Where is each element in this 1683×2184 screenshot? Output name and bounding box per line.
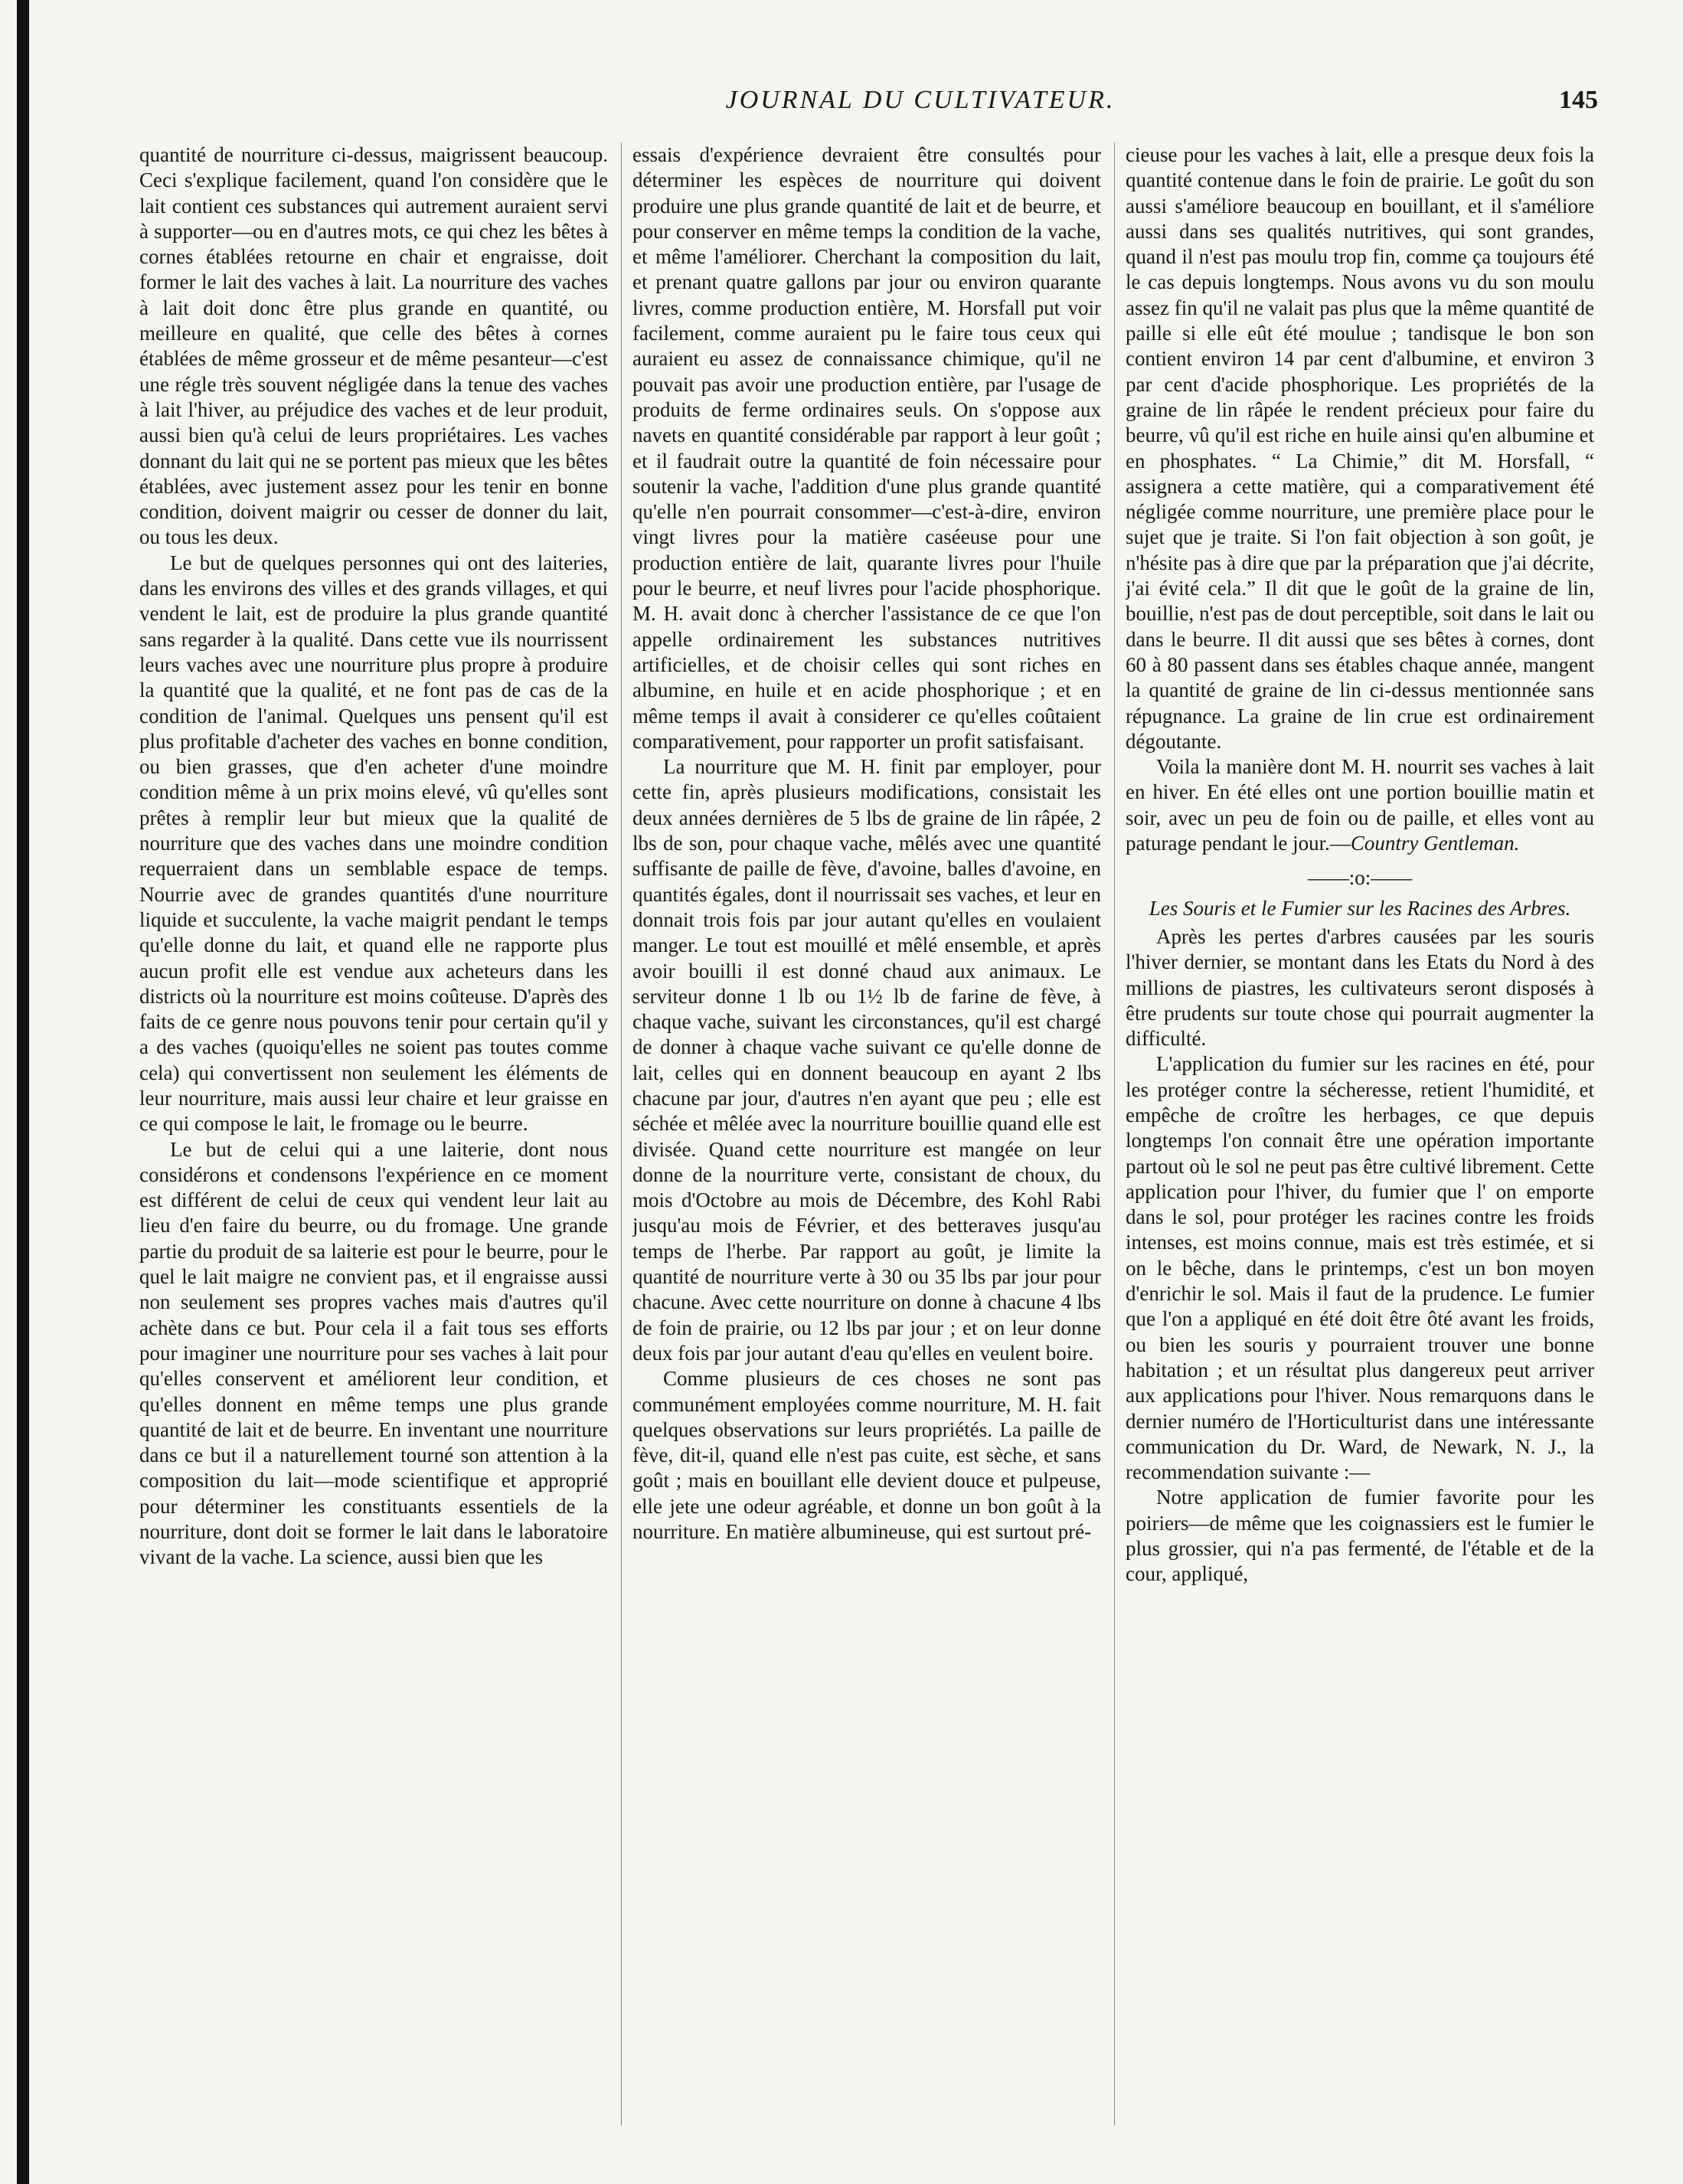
paragraph: Le but de celui qui a une laiterie, dont nous considérons et condensons l'expérience en ce moment est différent de celui de ceux qui vendent leur lait au lieu d'en faire du beurre, ou du fromage. Une grande partie du produit de sa laiterie est pour le beurre, pour le quel le lait maigre ne convient pas, et il engraisse aussi non seulement ses propres vaches mais d'autres qu'il achète dans ce but. Pour cela il a fait tous ses efforts pour imaginer une nourriture pour ses vaches à lait pour qu'elles conservent et améliorent leur condition, et qu'elles donnent en même temps une plus grande quantité de lait et de beurre. En inventant une nourriture dans ce but il a naturellement tourné son attention à la composition du lait—mode scientifique et approprié pour déterminer les constituants essentiels de la nourriture, dont doit se former le lait dans le laboratoire vivant de la vache. La science, aussi bien que les [139, 1137, 608, 1569]
paragraph [1126, 754, 1594, 856]
paragraph: essais d'expérience devraient être consultés pour déterminer les espèces de nourriture qui doivent produire une plus grande quantité de lait et de beurre, et pour conserver en même temps la condition de la vache, et même l'améliorer. Cherchant la composition du lait, et prenant quatre gallons par jour ou environ quarante livres, comme production entière, M. Horsfall put voir facilement, comme auraient pu le faire tous ceux qui auraient eu assez de connaissance chimique, qu'il ne pouvait pas avoir une production entière, par l'usage de produits de ferme ordinaires seuls. On s'oppose aux navets en quantité considérable par rapport à leur goût ; et il faudrait outre la quantité de foin nécessaire pour soutenir la vache, l'addition d'une plus grande quantité qu'elle n'en pourrait consommer—c'est-à-dire, environ vingt livres pour la matière caséeuse pour une production entière de lait, quarante livres pour l'huile pour le beurre, et neuf livres pour l'acide phosphorique. M. H. avait donc à chercher l'assistance de ce que l'on appelle ordinairement les substances nutritives artificielles, et de choisir celles qui sont riches en albumine, en huile et en acide phosphorique ; et en même temps il avait à considerer ce qu'elles coûtaient comparativement, pour rapporter un profit satisfaisant. [632, 143, 1101, 753]
paragraph: Notre application de fumier favorite pour les poiriers—de même que les coignassiers est le fumier le plus grossier, qui n'a pas fermenté, de l'étable et de la cour, appliqué, [1126, 1486, 1594, 1586]
article-heading: Les Souris et le Fumier sur les Racines des Arbres. [1149, 896, 1571, 920]
column-divider [1114, 142, 1115, 2126]
paragraph: L'application du fumier sur les racines en été, pour les protéger contre la sécheresse, retient l'humidité, et empêche de croître les herbages, ce que depuis longtemps l'on connait être une opération importante partout où le sol ne peut pas être cultivé librement. Cette application pour l'hiver, du fumier que l' on emporte dans le sol, pour protéger les racines contre les froids intenses, est moins connue, mais est très estimée, et si on le bêche, dans le printemps, c'est un bon moyen d'enrichir le sol. Mais il faut de la prudence. Le fumier que l'on a appliqué en été doit être ôté avant les froids, ou bien les souris y pourraient trouver une bonne habitation ; et un résultat plus dangereux peut arriver aux applications pour l'hiver. Nous remarquons dans le dernier numéro de l'Horticulturist dans une intéressante communication du Dr. Ward, de Newark, N. J., la recommendation suivante :— [1126, 1052, 1594, 1484]
paragraph: Le but de quelques personnes qui ont des laiteries, dans les environs des villes et des grands villages, et qui vendent le lait, est de produire la plus grande quantité sans regarder à la qualité. Dans cette vue ils nourrissent leurs vaches avec une nourriture plus propre à produire la quantité que la qualité, et ne font pas de cas de la condition de l'animal. Quelques uns pensent qu'il est plus profitable d'acheter des vaches en bonne condition, ou bien grasses, que d'en acheter d'une moindre condition même à un prix moins elevé, vû qu'elles sont prêtes à remplir leur but mieux que la qualité de nourriture que des vaches dans une moindre condition requerraient dans un semblable espace de temps. Nourrie avec de grandes quantités d'une nourriture liquide et succulente, la vache maigrit pendant le temps qu'elle donne du lait, et quand elle ne rapporte plus aucun profit elle est vendue aux acheteurs dans les districts où la nourriture est moins coûteuse. D'après des faits de ce genre nous pouvons tenir pour certain qu'il y a des vaches (quoiqu'elles ne soient pas toutes comme cela) qui convertissent non seulement les éléments de leur nourriture, mais aussi leur chaire et leur graisse en ce qui compose le lait, le fromage ou le beurre. [139, 551, 608, 1136]
text-column-2 [632, 142, 1101, 2126]
running-title: JOURNAL DU CULTIVATEUR. [725, 86, 1116, 114]
paragraph-text: Voila la manière dont M. H. nourrit ses vaches à lait en hiver. En été elles ont une portion bouillie matin et soir, avec un peu de foin ou de paille, et elles vont au paturage pendant le jour.— [1126, 755, 1594, 855]
source-credit: Country Gentleman. [1350, 832, 1520, 855]
paragraph: quantité de nourriture ci-dessus, maigrissent beaucoup. Ceci s'explique facilement, quand l'on considère que le lait contient ces substances qui autrement auraient servi à supporter—ou en d'autres mots, ce qui chez les bêtes à cornes établées retourne en chair et engraisse, doit former le lait des vaches à lait. La nourriture des vaches à lait doit donc être plus grande en quantité, ou meilleure en qualité, que celle des bêtes à cornes établées de même grosseur et de même pesanteur—c'est une régle très souvent négligée dans la tenue des vaches à lait l'hiver, au préjudice des vaches et de leur produit, aussi bien qu'à celui de leurs propriétaires. Les vaches donnant du lait qui ne se portent pas mieux que les bêtes établées, avec justement assez pour les tenir en bonne condition, doivent maigrir ou cesser de donner du lait, ou tous les deux. [139, 143, 608, 549]
page-number: 145 [1559, 86, 1598, 114]
paragraph: Comme plusieurs de ces choses ne sont pas communément employées comme nourriture, M. H. fait quelques observations sur leurs propriétés. La paille de fève, dit-il, quand elle n'est pas cuite, est sèche, et sans goût ; mais en bouillant elle devient douce et pulpeuse, elle jete une odeur agréable, et donne un bon goût à la nourriture. En matière albumineuse, qui est surtout pré- [632, 1367, 1101, 1544]
paragraph: Après les pertes d'arbres causées par les souris l'hiver dernier, se montant dans les Etats du Nord à des millions de piastres, les cultivateurs seront disposés à être prudents sur toute chose qui pourrait augmenter la difficulté. [1126, 924, 1594, 1051]
column-divider [621, 142, 622, 2126]
text-column-1 [139, 142, 608, 2126]
running-head [139, 86, 1598, 124]
paragraph: La nourriture que M. H. finit par employer, pour cette fin, après plusieurs modifications, consistait les deux années dernières de 5 lbs de graine de lin râpée, 2 lbs de son, pour chaque vache, mêlés avec une quantité suffisante de paille de fève, d'avoine, balles d'avoine, en quantités égales, dont il nourrissait ses vaches, et leur en donnait trois fois par jour autant qu'elles en voulaient manger. Le tout est mouillé et mêlé ensemble, et après avoir bouilli il est donné chaud aux animaux. Le serviteur donne 1 lb ou 1½ lb de farine de fève, à chaque vache, suivant les circonstances, qu'il est chargé de donner à chaque vache suivant ce qu'elle donne de lait, celles qui en donnent beaucoup en ayant 2 lbs chacune par jour, d'autres n'en ayant que peu ; elle est séchée et mêlée avec la nourriture bouillie quand elle est divisée. Quand cette nourriture est mangée on leur donne de la nourriture verte, consistant de choux, du mois d'Octobre au mois de Décembre, des Kohl Rabi jusqu'au mois de Février, et des betteraves jusqu'au temps de l'herbe. Par rapport au goût, je limite la quantité de nourriture verte à 30 ou 35 lbs par jour pour chacune. Avec cette nourriture on donne à chacune 4 lbs de foin de prairie, ou 12 lbs par jour ; et on leur donne deux fois par jour autant d'eau qu'elles en veulent boire. [632, 755, 1101, 1365]
section-separator: ——:o:—— [1307, 866, 1413, 890]
paragraph: cieuse pour les vaches à lait, elle a presque deux fois la quantité contenue dans le foin de prairie. Le goût du son aussi s'améliore beaucoup en bouillant, et il s'améliore aussi dans ses qualités nutritives, qui sont grandes, quand il n'est pas moulu trop fin, comme ça toujours été le cas depuis longtemps. Nous avons vu du son moulu assez fin qu'il ne valait pas plus que la même quantité de paille si elle eût été moulue ; tandisque le bon son contient environ 14 par cent d'albumine, et environ 3 par cent d'acide phosphorique. Les propriétés de la graine de lin râpée le rendent précieux pour faire du beurre, vû qu'il est riche en huile ainsi qu'en albumine et en phosphates. “ La Chimie,” dit M. Horsfall, “ assignera a cette matière, qui a comparativement été négligée comme nourriture, une première place pour le sujet que je traite. Si l'on fait objection à son goût, je n'hésite pas à dire que par la préparation que j'ai décrite, j'ai évité cela.” Il dit que le goût de la graine de lin, bouillie, n'est pas de dout perceptible, soit dans le lait ou dans le beurre. Il dit aussi que ses bêtes à cornes, dont 60 à 80 passent dans ses étables chaque année, mangent la quantité de graine de lin ci-dessus mentionnée sans répugnance. La graine de lin crue est ordinairement dégoutante. [1126, 143, 1594, 753]
page-binding-edge [17, 0, 29, 2184]
text-column-3 [1126, 142, 1594, 2126]
